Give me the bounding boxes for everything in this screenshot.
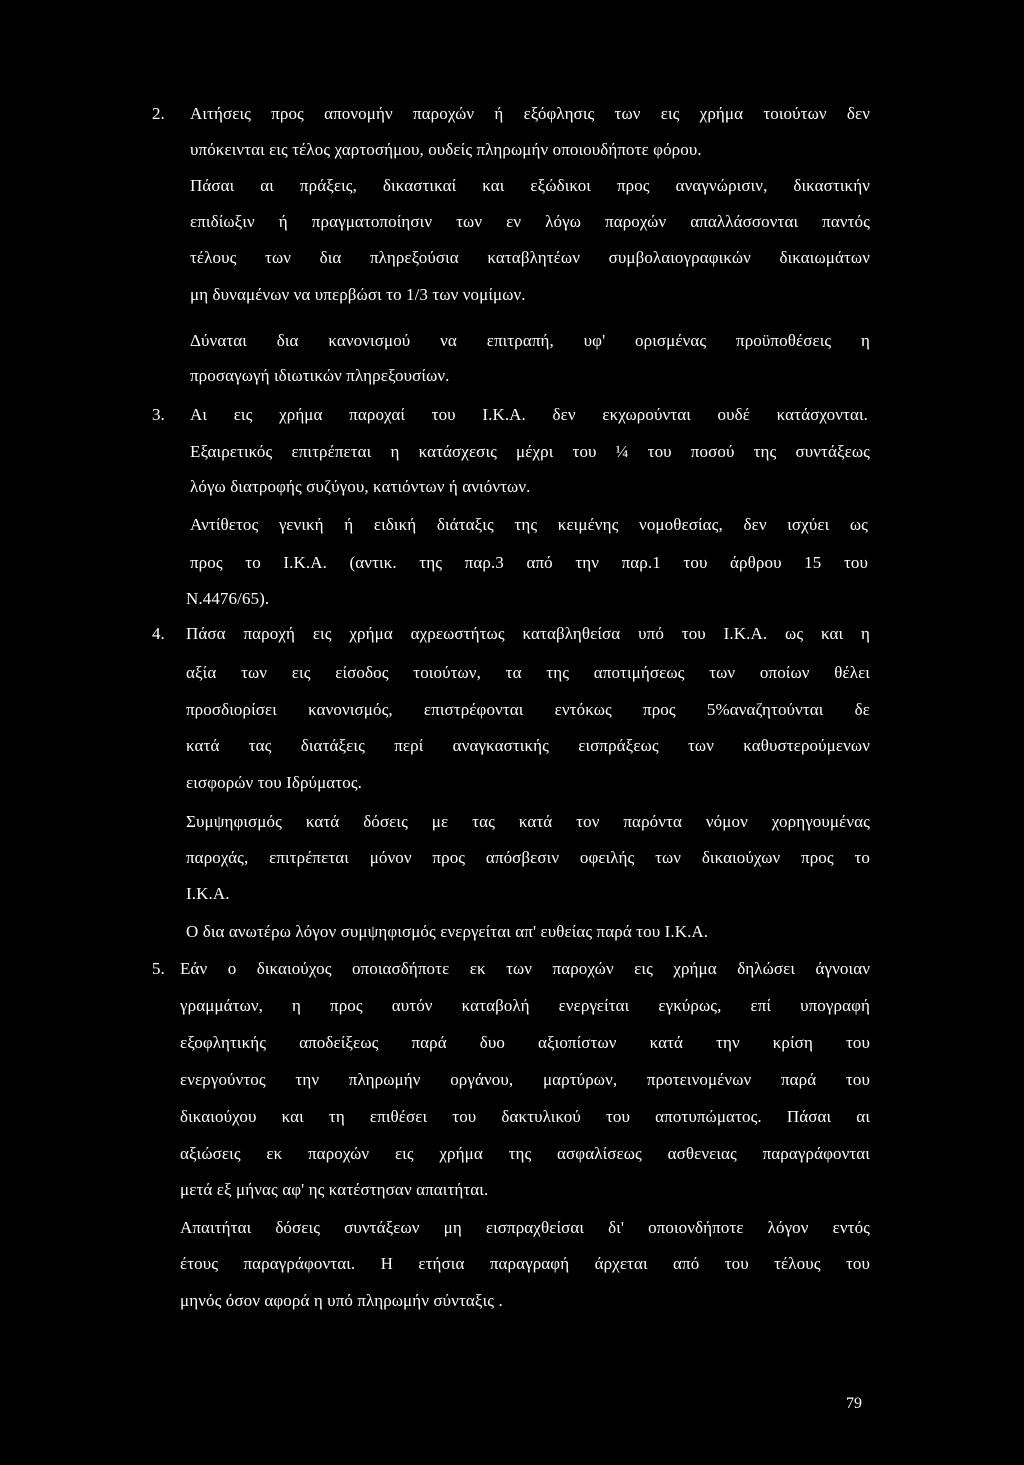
- item-number: 3.: [152, 405, 165, 424]
- text-line: Πάσα παροχή εις χρήμα αχρεωστήτως καταβληθείσα υπό του Ι.Κ.Α. ως και η: [186, 624, 870, 643]
- text-line: μηνός όσον αφορά η υπό πληρωμήν σύνταξις .: [180, 1291, 503, 1310]
- text-line: Ο δια ανωτέρω λόγον συμψηφισμός ενεργείται απ' ευθείας παρά του Ι.Κ.Α.: [186, 922, 709, 941]
- text-line: αξιώσεις εκ παροχών εις χρήμα της ασφαλίσεως ασθενειας παραγράφονται: [180, 1144, 870, 1163]
- text-line: ενεργούντος την πληρωμήν οργάνου, μαρτύρων, προτεινομένων παρά του: [180, 1070, 870, 1089]
- text-line: εισφορών του Ιδρύματος.: [186, 773, 363, 792]
- text-line: Εάν ο δικαιούχος οποιασδήποτε εκ των παροχών εις χρήμα δηλώσει άγνοιαν: [180, 959, 870, 978]
- text-line: Αντίθετος γενική ή ειδική διάταξις της κειμένης νομοθεσίας, δεν ισχύει ως: [190, 515, 868, 534]
- text-line: κατά τας διατάξεις περί αναγκαστικής εισπράξεως των καθυστερούμενων: [186, 736, 870, 755]
- text-line: παροχάς, επιτρέπεται μόνον προς απόσβεσιν οφειλής των δικαιούχων προς το: [186, 848, 870, 867]
- text-line: Ν.4476/65).: [186, 589, 270, 608]
- text-line: Συμψηφισμός κατά δόσεις με τας κατά τον παρόντα νόμον χορηγουμένας: [186, 812, 870, 831]
- text-line: λόγω διατροφής συζύγου, κατιόντων ή ανιόντων.: [190, 477, 531, 496]
- text-line: μη δυναμένων να υπερβώσι το 1/3 των νομίμων.: [190, 285, 526, 304]
- text-line: υπόκεινται εις τέλος χαρτοσήμου, ουδείς πληρωμήν οποιουδήποτε φόρου.: [190, 140, 702, 159]
- text-line: τέλους των δια πληρεξούσια καταβλητέων συμβολαιογραφικών δικαιωμάτων: [190, 248, 870, 267]
- text-line: έτους παραγράφονται. Η ετήσια παραγραφή άρχεται από του τέλους του: [180, 1254, 870, 1273]
- text-line: Αιτήσεις προς απονομήν παροχών ή εξόφλησις των εις χρήμα τοιούτων δεν: [190, 104, 870, 123]
- item-number: 4.: [152, 624, 165, 643]
- text-line: Πάσαι αι πράξεις, δικαστικαί και εξώδικοι προς αναγνώρισιν, δικαστικήν: [190, 176, 870, 195]
- text-line: προσδιορίσει κανονισμός, επιστρέφονται εντόκως προς 5%αναζητούνται δε: [186, 700, 870, 719]
- page-number: 79: [846, 1395, 862, 1412]
- text-line: γραμμάτων, η προς αυτόν καταβολή ενεργείται εγκύρως, επί υπογραφή: [180, 996, 870, 1015]
- text-line: μετά εξ μήνας αφ' ης κατέστησαν απαιτήται.: [180, 1180, 489, 1199]
- text-line: Εξαιρετικός επιτρέπεται η κατάσχεσις μέχρι του ¼ του ποσού της συντάξεως: [190, 442, 870, 461]
- text-line: Δύναται δια κανονισμού να επιτραπή, υφ' ορισμένας προϋποθέσεις η: [190, 331, 870, 350]
- text-line: Αι εις χρήμα παροχαί του Ι.Κ.Α. δεν εκχωρούνται ουδέ κατάσχονται.: [190, 405, 868, 424]
- item-number: 5.: [152, 959, 165, 978]
- text-line: Ι.Κ.Α.: [186, 884, 230, 903]
- text-line: Απαιτήται δόσεις συντάξεων μη εισπραχθείσαι δι' οποιονδήποτε λόγον εντός: [180, 1218, 870, 1237]
- item-number: 2.: [152, 104, 165, 123]
- text-line: προς το Ι.Κ.Α. (αντικ. της παρ.3 από την παρ.1 του άρθρου 15 του: [190, 553, 868, 572]
- text-line: εξοφλητικής αποδείξεως παρά δυο αξιοπίστων κατά την κρίση του: [180, 1033, 870, 1052]
- text-line: δικαιούχου και τη επιθέσει του δακτυλικού του αποτυπώματος. Πάσαι αι: [180, 1107, 870, 1126]
- text-line: επιδίωξιν ή πραγματοποίησιν των εν λόγω παροχών απαλλάσσονται παντός: [190, 212, 870, 231]
- text-line: προσαγωγή ιδιωτικών πληρεξουσίων.: [190, 366, 450, 385]
- text-line: αξία των εις είσοδος τοιούτων, τα της αποτιμήσεως των οποίων θέλει: [186, 663, 870, 682]
